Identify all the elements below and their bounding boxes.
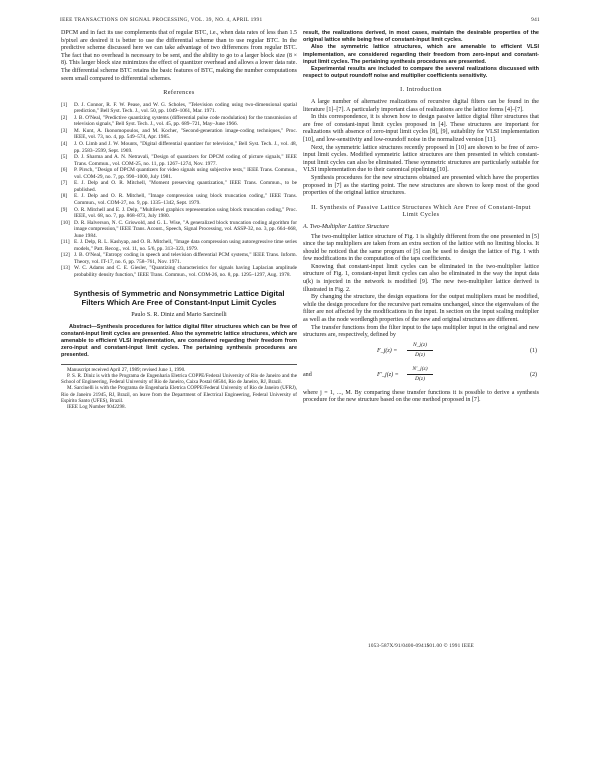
reference-text: J. B. O'Neal, "Predictive quantizing systems (differential pulse code modulation) for the transmission of television signals," Bell Syst. Tech. J., vol. 45, pp. 689–721, May–June 1966. [74, 114, 297, 128]
reference-text: W. C. Adams and C. E. Giesler, "Quantizing characteristics for signals having Laplacian amplitude probability density function," IEEE Trans. Commun., vol. COM-26, no. 8, pp. 1295–1297, Aug. 1978. [74, 265, 297, 278]
abstract: Abstract—Synthesis procedures for lattice digital filter structures which can be free of constant-input limit cycles are presented. Also the symmetric lattice structures, which are amenable to efficient VLSI implementation, are considered regarding their freedom from zero-input and constant-input limit cycles. The pertaining synthesis procedures are presented. [61, 323, 297, 359]
eq-and: and [303, 371, 312, 378]
reference-item [61, 207, 297, 220]
eq1-lhs: F_j(z) = [377, 347, 398, 354]
paper-authors: Paulo S. R. Diniz and Mario Sarcinelli [131, 310, 227, 318]
reference-number: [1] [61, 101, 68, 108]
reference-text: M. Kunt, A. Ikonomopoulos, and M. Kocher, "Second-generation image-coding techniques," Proc. IEEE, vol. 73, no. 4, pp. 549–574, Apr. 1985. [74, 127, 297, 141]
reference-item [61, 167, 297, 180]
reference-text: E. J. Delp, R. L. Kashyap, and O. R. Mitchell, "Image data compression using autoregressive time series models," Patt. Recog., vol. 11, no. 5/6, pp. 313–323, 1979. [74, 239, 297, 252]
reference-text: J. B. O'Neal, "Entropy coding in speech and television differential PCM systems," IEEE Trans. Inform. Theory, vol. IT-17, no. 6, pp. 758–761, Nov. 1971. [74, 252, 297, 265]
reference-number: [13] [61, 265, 70, 272]
reference-number: [12] [61, 252, 70, 259]
document-code: 1053-587X/91/0400-0941$01.00 © 1991 IEEE [368, 643, 474, 649]
reference-item [61, 141, 297, 154]
eq1-denominator: D(z) [415, 352, 425, 359]
reference-number: [4] [61, 141, 68, 148]
reference-item [61, 180, 297, 193]
reference-text: D. J. Sharma and A. N. Netravali, "Design of quantizers for DPCM coding of picture signals," IEEE Trans. Commun., vol. COM-25, no. 11, pp. 1267–1274, Nov. 1977. [74, 154, 297, 167]
reference-item [61, 102, 297, 115]
sec2-paragraph-3: By changing the structure, the design equations for the output multipliers must be modified, while the design procedure for the recursive part remains unchanged, since the eigenvalues of the filter are not affected by the modifications in the input. In section on the input scaling multiplier as well as the node wordlength properties of the new and original structures are different. [303, 294, 539, 324]
abstract-paragraph-3: Experimental results are included to compare the several realizations discussed with respect to output roundoff noise and multiplier coefficients sensitivity. [303, 66, 539, 80]
footnote-line: P. S. R. Diniz is with the Programa de Engenharia Eletrica COPPE/Federal University of Rio de Janeiro and the School of Engineering, Federal University of Rio de Janeiro, Caixa Postal 68504, Rio de Janeiro, RJ, Brazil. [61, 372, 297, 386]
eq1-numerator: N_j(z) [413, 341, 427, 348]
section-2a-heading: A. Two-Multiplier Lattice Structure [303, 223, 389, 230]
intro-paragraph-3: Next, the symmetric lattice structures recently proposed in [10] are shown to be free of zero-input limit cycles. Modified symmetric lattice structures are then presented in which constant-input limit cycles can also be eliminated. These symmetric structures are particularly suitable for VLSI implementation due to their canonical pipelining [10]. [303, 144, 539, 174]
reference-item [61, 239, 297, 252]
reference-text: E. J. Delp and O. R. Mitchell, "Image compression using block truncation coding," IEEE Trans. Commun., vol. COM-27, no. 9, pp. 1335–1342, Sept. 1979. [74, 193, 297, 206]
journal-header: IEEE TRANSACTIONS ON SIGNAL PROCESSING, VOL. 39, NO. 4, APRIL 1991 [60, 17, 263, 23]
sec2-paragraph-2: Knowing that constant-input limit cycles can be eliminated in the two-multiplier lattice structure of Fig. 1, constant-input limit cycles can also be eliminated in the way the input data u(k) is injected in the network is modified [9]. The new two-multiplier lattice derived is illustrated in Fig. 2. [303, 263, 539, 293]
reference-number: [6] [61, 167, 68, 174]
reference-text: D. R. Halverson, N. C. Griswold, and G. L. Wise, "A generalized block truncation coding algorithm for image compression," IEEE Trans. Acoust., Speech, Signal Processing, vol. ASSP-32, no. 3, pp. 664–668, June 1984. [74, 219, 297, 239]
footnote-line: IEEE Log Number 9042298. [67, 404, 126, 411]
reference-number: [9] [61, 206, 68, 213]
sec2-paragraph-1: The two-multiplier lattice structure of Fig. 1 is slightly different from the one presented in [5] since the tap multipliers are taken from an extra section of the lattice with no limiting blocks. It should be noticed that the same program of [5] can be used to design the lattice of Fig. 1 with few modifications in the computation of the taps coefficients. [303, 233, 539, 263]
reference-item [61, 265, 297, 278]
reference-number: [8] [61, 193, 68, 200]
eq2-fraction [407, 366, 433, 384]
eq2-denominator: D(z) [415, 376, 425, 383]
reference-text: J. O. Limb and J. W. Mounts, "Digital differential quantizer for television," Bell Syst. Tech. J., vol. 48, pp. 2583–2599, Sept. 1969. [74, 141, 297, 154]
reference-text: P. Pirsch, "Design of DPCM quantizers for video signals using subjective tests," IEEE Trans. Commun., vol. COM-29, no. 7, pp. 990–1000, July 1981. [74, 167, 297, 180]
references-heading: References [163, 89, 195, 97]
intro-heading: I. Introduction [400, 86, 442, 94]
eq1-label: (1) [529, 347, 537, 354]
abstract-continued [303, 30, 539, 80]
after-equation-paragraph: where j = 1, ..., M. By comparing these transfer functions it is possible to derive a synthesis procedure for the new structure based on the one method proposed in [7]. [303, 389, 539, 404]
reference-item [61, 115, 297, 128]
reference-number: [10] [61, 219, 70, 226]
reference-text: E. J. Delp and O. R. Mitchell, "Moment preserving quantization," IEEE Trans. Commun., to be published. [74, 180, 297, 193]
equation-1 [303, 342, 539, 364]
reference-item [61, 128, 297, 141]
footnote-line: Manuscript received April 27, 1989; revised June 1, 1990. [67, 366, 186, 373]
equation-2 [303, 366, 539, 388]
reference-number: [3] [61, 127, 68, 134]
eq2-lhs: F′_j(z) = [377, 371, 399, 378]
intro-paragraph-4: Synthesis procedures for the new structures obtained are presented which have the properties proposed in [7] as the starting point. The new structures are shown to keep most of the good properties of the original lattice structures. [303, 174, 539, 197]
intro-paragraph-1: A large number of alternative realizations of recursive digital filters can be found in the literature [1]–[7]. A particularly important class of realizations are the lattice forms [4]–[7]. [303, 99, 539, 113]
reference-number: [7] [61, 180, 68, 187]
reference-number: [2] [61, 114, 68, 121]
paper-title: Synthesis of Symmetric and Nonsymmetric Lattice Digital Filters Which Are Free of Constant-Input Limit Cycles [73, 288, 285, 307]
footnote-line: M. Sarcinelli is with the Programa de Engenharia Eletrica COPPE/Federal University of Rio de Janeiro (UFRJ), Rio de Janeiro 21945, RJ, Brazil, on leave from the Department of Electrical Engineering, Federal University of Espírito Santo (UFES), Brazil. [61, 385, 297, 405]
reference-text: D. J. Connor, R. F. W. Pease, and W. G. Scholes, "Television coding using two-dimensional spatial prediction," Bell Syst. Tech. J., vol. 50, pp. 1049–1061, Mar. 1971. [74, 101, 297, 115]
running-header [60, 17, 540, 27]
footnote [61, 364, 297, 411]
reference-item [61, 220, 297, 240]
eq2-numerator: N′_j(z) [412, 365, 428, 372]
abstract-cont-paragraph: result, the realizations derived, in most cases, maintain the desirable properties of the original lattice while being free of constant-input limit cycles. [303, 30, 539, 44]
reference-number: [5] [61, 154, 68, 161]
sec2-paragraph-4: The transfer functions from the filter input to the taps multiplier input in the original and new structures are, respectively, defined by [303, 324, 539, 339]
references-list [61, 102, 297, 279]
abstract-paragraph-2: Also the symmetric lattice structures, which are amenable to efficient VLSI implementation, are considered regarding their freedom from zero-input and constant-input limit cycles. The pertaining synthesis procedures are presented. [303, 44, 539, 65]
left-column [61, 30, 297, 411]
eq2-label: (2) [529, 371, 537, 378]
reference-item [61, 154, 297, 167]
intro-paragraph: DPCM and in fact its use complements that of regular BTC, i.e., when data rates of less than 1.5 b/pixel are desired it is better to use the differential scheme than to use regular BTC. In the predictive scheme discussed here we can take advantage of two differences from regular BTC. The fact that no overhead is necessary to be sent, and the ability to go to a larger block size (8 × 8). This larger block size minimizes the effect of quantizer overhead and allows a lower data rate. The differential scheme BTC retains the basic features of BTC, making the number computations seem small compared to differential schemes. [61, 30, 297, 82]
reference-number: [11] [61, 239, 70, 246]
reference-item [61, 193, 297, 206]
right-column [303, 30, 539, 405]
page-number: 941 [531, 17, 540, 23]
reference-item [61, 252, 297, 265]
intro-paragraph-2: In this correspondence, it is shown how to design passive lattice digital filter structures that are free of constant-input limit cycles proposed in [4]. These structures are important for realizations with absence of zero-input limit cycles [8], [9], suitability for VLSI implementation [10], and low-sensitivity and low-roundoff noise in the normalized version [11]. [303, 114, 539, 143]
eq1-fraction [407, 342, 433, 360]
section-2-heading: II. Synthesis of Passive Lattice Structures Which Are Free of Constant-Input Limit Cycles [311, 203, 531, 219]
reference-text: O. R. Mitchell and E. J. Delp, "Multilevel graphics representation using block truncation coding," Proc. IEEE, vol. 68, no. 7, pp. 868–873, July 1980. [74, 206, 297, 220]
